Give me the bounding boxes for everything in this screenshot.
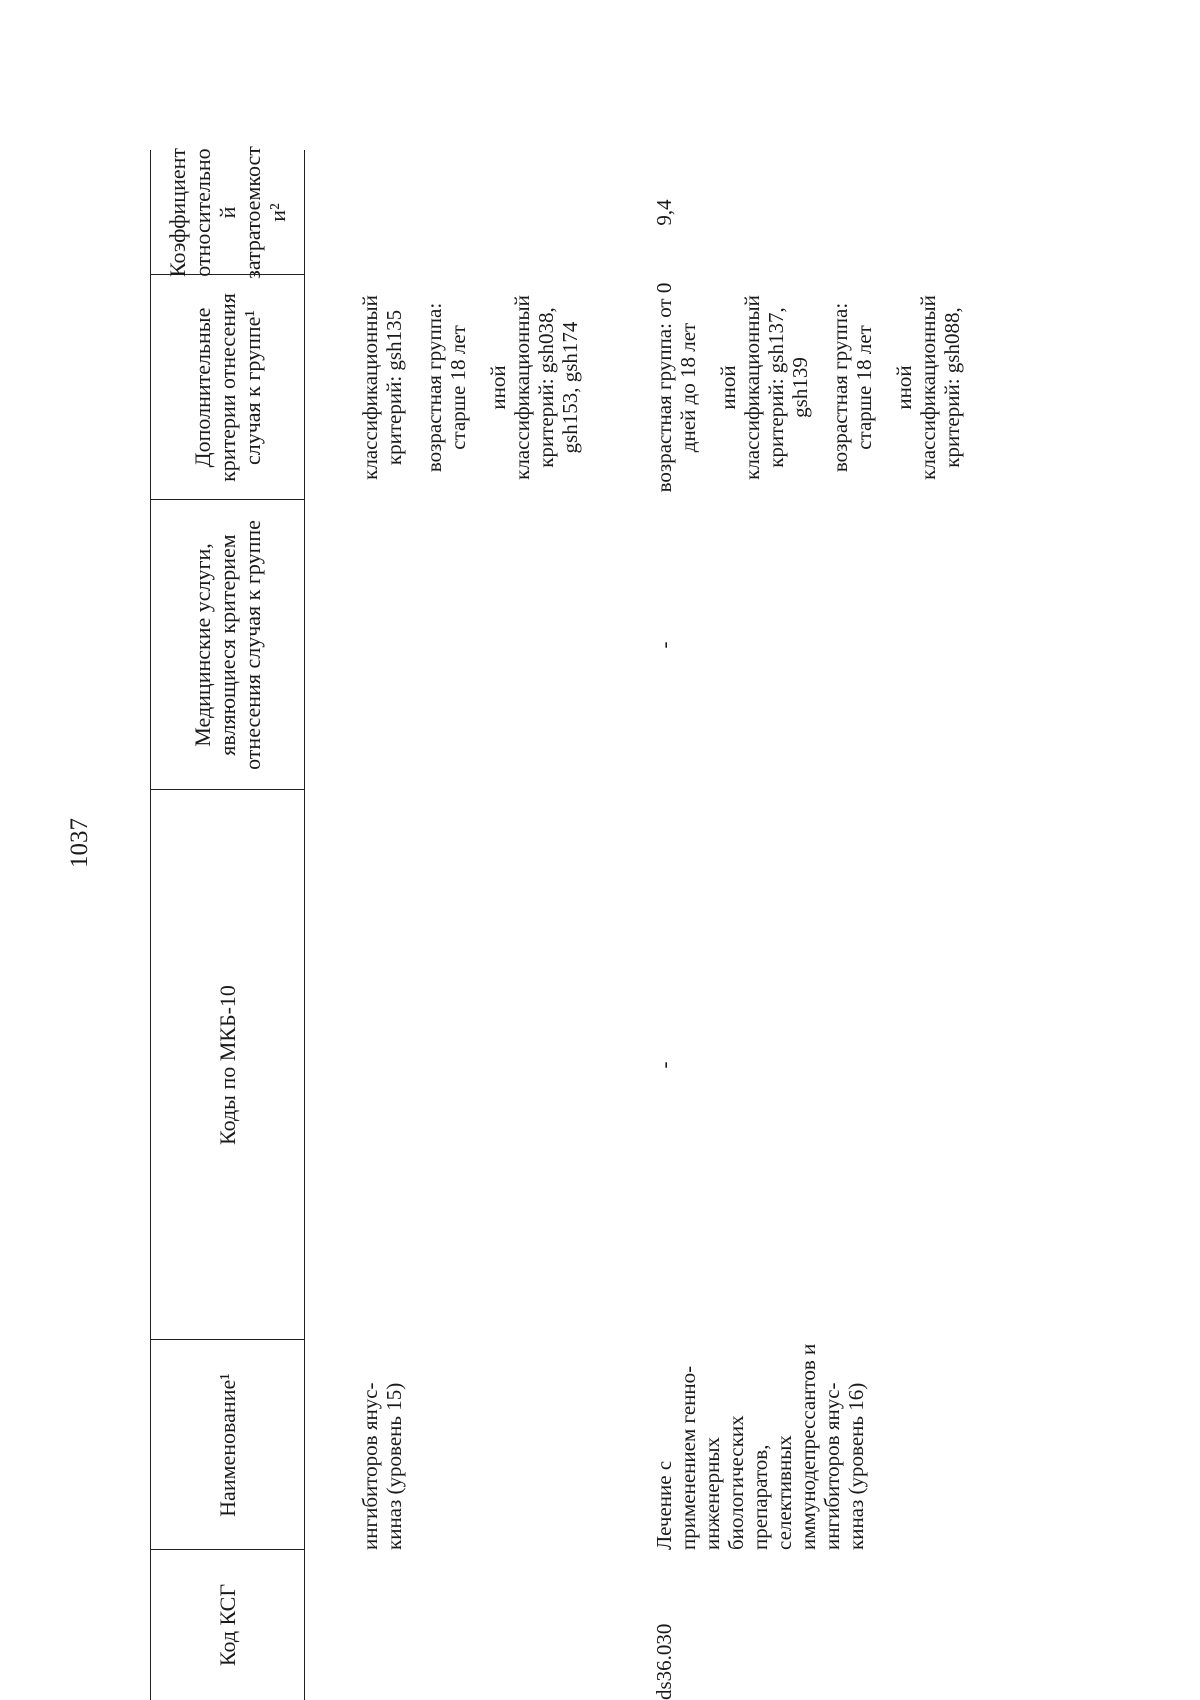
row2-mkb: - [652, 1061, 676, 1069]
row1-criteria-3: иной классификационный критерий: gsh038, gsh153, gsh174 [486, 295, 582, 480]
header-mkb: Коды по МКБ-10 [215, 985, 240, 1145]
row2-name: Лечение с применением генно-инженерных биологических препаратов, селективных иммунодепрессантов и ингибиторов янус-киназ (уровень 16) [652, 1343, 868, 1550]
table-header [150, 146, 305, 1700]
row1-criteria-1: классификационный критерий: gsh135 [358, 295, 406, 480]
row2-services: - [652, 641, 676, 649]
row2-criteria-1: возрастная группа: от 0 дней до 18 лет [652, 282, 700, 493]
header-coef: Коэффициент относительно й затратоемкост и² [165, 146, 290, 279]
row1-criteria [358, 280, 598, 495]
row2-criteria-4: иной классификационный критерий: gsh088, [892, 295, 964, 480]
row1-name: ингибиторов янус-киназ (уровень 15) [358, 1382, 406, 1550]
header-services: Медицинские услуги, являющиеся критерием отнесения случая к группе [190, 520, 265, 770]
header-name: Наименование¹ [215, 1373, 240, 1517]
row2-criteria-3: возрастная группа: старше 18 лет [828, 302, 876, 473]
header-criteria: Дополнительные критерии отнесения случая к группе¹ [190, 293, 265, 482]
row2-criteria-2: иной классификационный критерий: gsh137, gsh139 [716, 295, 812, 480]
row2-code: ds36.030 [652, 1623, 676, 1700]
row2-criteria [652, 280, 980, 495]
row1-criteria-2: возрастная группа: старше 18 лет [422, 302, 470, 473]
table-frame [150, 0, 1050, 1700]
header-code: Код КСГ [215, 1583, 240, 1667]
row2-coef: 9,4 [652, 199, 676, 226]
page-number: 1037 [66, 818, 93, 868]
